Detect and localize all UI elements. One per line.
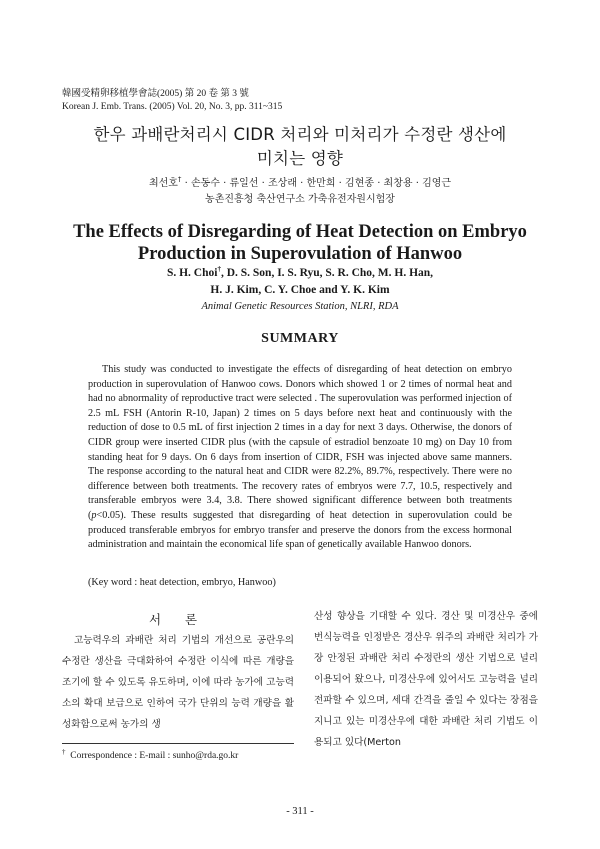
intro-heading: 서 론: [148, 612, 208, 627]
korean-authors: [0, 176, 600, 191]
english-authors-line1: [0, 265, 600, 282]
summary-body: [88, 363, 512, 553]
footnote-text: Correspondence : E-mail : sunho@rda.go.kr: [70, 751, 239, 761]
summary-text-part1: This study was conducted to investigate the effects of disregarding of heat detection on embryo production in superovulation of Hanwoo cows. Donors which showed 1 or 2 times of normal heat and had no abnormality of reproductive tract were selected . The superovulation was performed injection of 2.5 mL FSH (Antorin R-10, Japan) 2 times on 5 days before next heat and continuously with the reduction of dose to 0.5 mL of first injection 2 times in a day for next 3 days. Otherwise, the donors of CIDR group were inserted CIDR plus (with the capsule of estradiol benzoate 10 mg) on Day 10 from standing heat for 9 days. On 6 days from insertion of CIDR, FSH was injected above same manners. The response according to the natural heat and CIDR were 82.2%, 89.7%, respectively. There were no difference between both treatments. The recovery rates of embryos were 7.7, 10.5, respectively and transferable embryos were 3.4, 3.8. There showed significant difference between both treatments (: [88, 364, 512, 521]
english-coauthors: , D. S. Son, I. S. Ryu, S. R. Cho, M. H. Han,: [220, 267, 434, 279]
korean-affiliation: 농촌진흥청 축산연구소 가축유전자원시험장: [205, 194, 395, 205]
english-corresponding-author: S. H. Choi: [166, 267, 218, 279]
footnote-rule: [62, 743, 294, 744]
summary-text-part2: <0.05). These results suggested that disregarding of heat detection in superovulation could be produced transferable embryos for embryo transfer and preserve the donors from the excess hormonal administration and maintain the economical life span of genetically available Hanwoo donors.: [88, 509, 512, 551]
p-value-symbol: p: [91, 509, 97, 521]
intro-left-column: 고능력우의 과배란 처리 기법의 개선으로 공란우의 수정란 생산을 극대화하여 수정란 이식에 따른 개량을 조기에 할 수 있도록 유도하며, 이에 따라 농가에 고능력 소의 확대 보급으로 인하여 국가 단위의 능력 개량을 활성화함으로써 농가의 생: [62, 635, 294, 730]
korean-title-line2: 미치는 영향: [256, 149, 344, 168]
dagger-mark: †: [62, 747, 66, 756]
korean-title-line1: 한우 과배란처리시 CIDR 처리와 미처리가 수정란 생산에: [93, 125, 507, 144]
journal-header-english: Korean J. Emb. Trans. (2005) Vol. 20, No. 3, pp. 311~315: [62, 102, 283, 112]
footnote: [62, 747, 239, 763]
dagger-mark: †: [217, 265, 221, 274]
english-affiliation: Animal Genetic Resources Station, NLRI, RDA: [201, 301, 399, 312]
journal-header-korean: 韓國受精卵移植學會誌(2005) 第 20 卷 第 3 號: [62, 89, 249, 99]
korean-corresponding-author: 최선호: [148, 178, 178, 189]
korean-coauthors: · 손동수 · 류일선 · 조상래 · 한만희 · 김현종 · 최창용 · 김영근: [184, 178, 452, 189]
summary-heading: SUMMARY: [261, 331, 339, 346]
english-title-line1: The Effects of Disregarding of Heat Detection on Embryo: [73, 222, 527, 242]
page-number: - 311 -: [286, 806, 314, 817]
dagger-mark: †: [177, 175, 182, 184]
keywords: (Key word : heat detection, embryo, Hanwoo): [88, 577, 276, 588]
english-authors-line2: H. J. Kim, C. Y. Choe and Y. K. Kim: [210, 284, 390, 296]
intro-right-column: 산성 향상을 기대할 수 있다. 경산 및 미경산우 중에 번식능력을 인정받은 경산우 위주의 과배란 처리가 가장 안정된 과배란 처리 수정란의 생산 기법으로 널리 이용되어 왔으나, 미경산우에 있어서도 고능력을 널리 전파할 수 있으며, 세대 간격을 줄일 수 있다는 장점을 지니고 있는 미경산우에 대한 과배란 처리 기법도 이용되고 있다(Merton: [314, 611, 538, 748]
english-title-line2: Production in Superovulation of Hanwoo: [137, 244, 463, 264]
